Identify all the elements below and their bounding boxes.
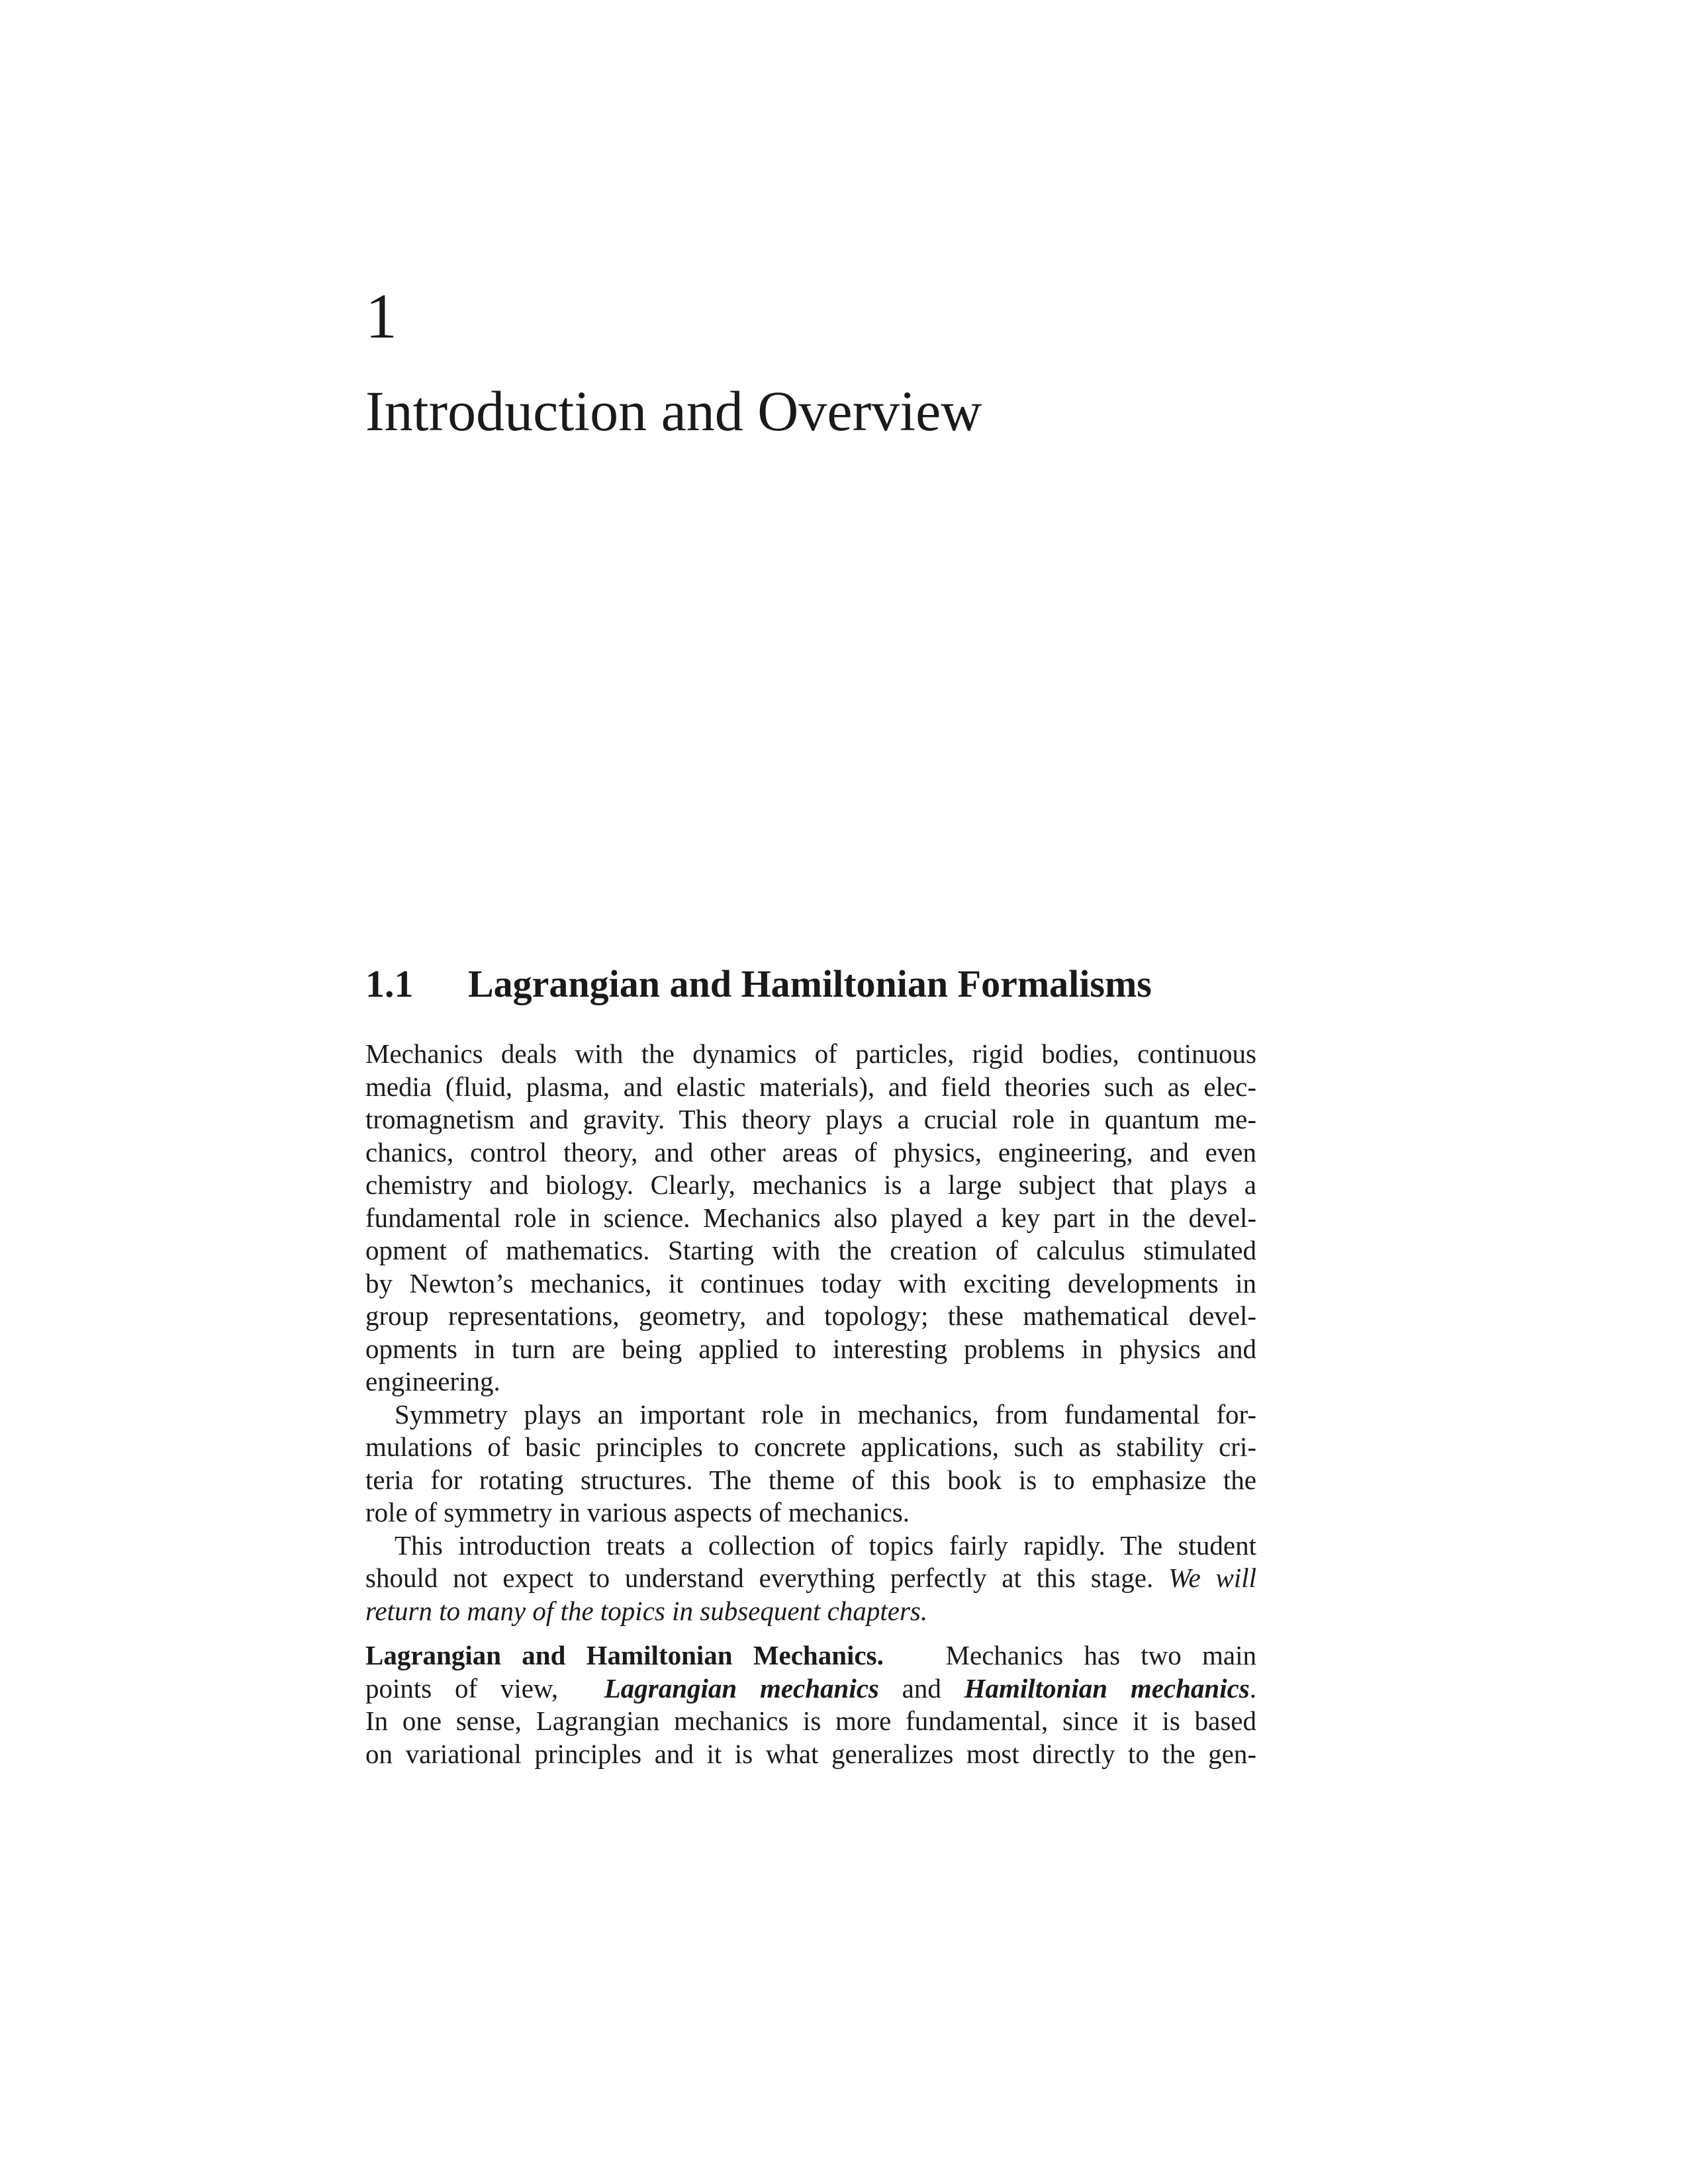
emphasis-text: return to many of the topics in subsequent chapters. xyxy=(365,1595,928,1626)
text-line xyxy=(365,1595,1256,1628)
text-span: points of view, xyxy=(365,1672,559,1704)
text-span: . xyxy=(1249,1672,1257,1704)
paragraph-2 xyxy=(365,1398,1256,1529)
paragraph-3 xyxy=(365,1529,1256,1628)
text-span: and xyxy=(902,1672,941,1704)
chapter-number: 1 xyxy=(365,281,397,351)
term-lagrangian-mechanics: Lagrangian mechanics xyxy=(604,1672,879,1704)
text-line: engineering. xyxy=(365,1366,500,1396)
text-line: In one sense, Lagrangian mechanics is more fundamental, since it is based xyxy=(365,1706,1256,1736)
text-line xyxy=(365,1672,1256,1706)
text-line: on variational principles and it is what generalizes most directly to the gen- xyxy=(365,1738,1256,1769)
section-number: 1.1 xyxy=(365,962,414,1005)
text-line: opment of mathematics. Starting with the creation of calculus stimulated xyxy=(365,1235,1256,1265)
text-line: role of symmetry in various aspects of mechanics. xyxy=(365,1497,910,1527)
paragraph-1 xyxy=(365,1038,1256,1398)
text-line: by Newton’s mechanics, it continues today with exciting developments in xyxy=(365,1267,1256,1298)
body-text xyxy=(365,1038,1256,1770)
text-line: group representations, geometry, and topology; these mathematical devel- xyxy=(365,1300,1256,1331)
term-hamiltonian-mechanics: Hamiltonian mechanics xyxy=(964,1672,1250,1704)
text-line: opments in turn are being applied to interesting problems in physics and xyxy=(365,1333,1256,1364)
text-line: chanics, control theory, and other areas of physics, engineering, and even xyxy=(365,1136,1256,1167)
text-line: media (fluid, plasma, and elastic materials), and field theories such as elec- xyxy=(365,1071,1256,1102)
text-line: Mechanics deals with the dynamics of particles, rigid bodies, continuous xyxy=(365,1038,1256,1069)
text-line: fundamental role in science. Mechanics also played a key part in the devel- xyxy=(365,1202,1256,1233)
emphasis-text: We will xyxy=(1168,1563,1257,1593)
text-line: mulations of basic principles to concrete applications, such as stability cri- xyxy=(365,1432,1256,1462)
text-span: Mechanics has two main xyxy=(945,1640,1256,1670)
section-title: Lagrangian and Hamiltonian Formalisms xyxy=(468,962,1152,1005)
chapter-title: Introduction and Overview xyxy=(365,379,982,443)
text-line: Symmetry plays an important role in mechanics, from fundamental for- xyxy=(395,1398,1256,1430)
text-line xyxy=(365,1639,1256,1672)
runin-heading: Lagrangian and Hamiltonian Mechanics. xyxy=(365,1640,884,1670)
text-line xyxy=(365,1562,1256,1595)
paragraph-4 xyxy=(365,1639,1256,1770)
text-line: chemistry and biology. Clearly, mechanics is a large subject that plays a xyxy=(365,1169,1256,1200)
text-line: tromagnetism and gravity. This theory plays a crucial role in quantum me- xyxy=(365,1104,1256,1134)
text-line: This introduction treats a collection of topics fairly rapidly. The student xyxy=(395,1529,1256,1561)
text-span: should not expect to understand everything perfectly at this stage. xyxy=(365,1563,1154,1593)
section-heading xyxy=(365,962,1259,1005)
text-line: teria for rotating structures. The theme of this book is to emphasize the xyxy=(365,1464,1256,1495)
